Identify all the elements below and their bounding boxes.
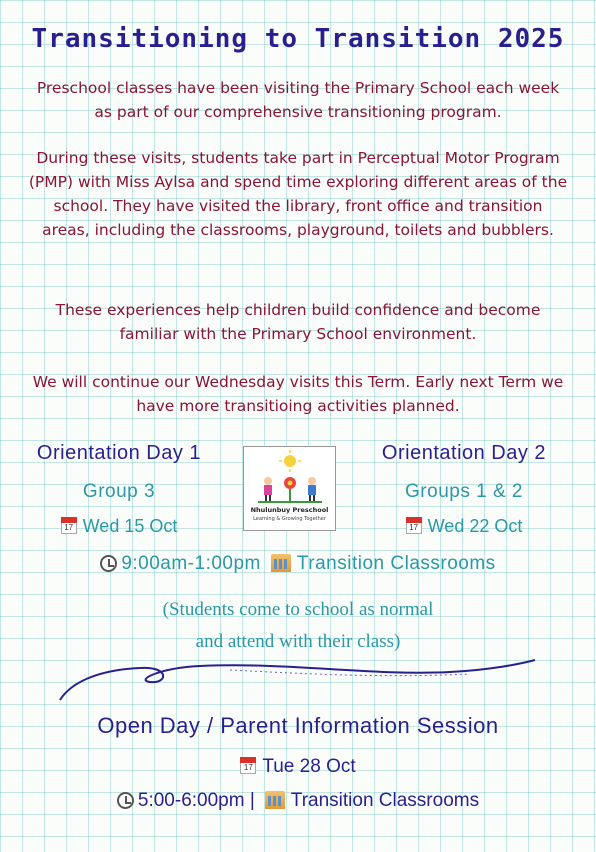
clock-icon — [117, 792, 134, 809]
calendar-icon — [406, 517, 422, 534]
page-title: Transitioning to Transition 2025 — [31, 24, 565, 54]
school-building-icon — [271, 554, 291, 572]
orientation-day-2-title: Orientation Day 2 — [381, 442, 547, 464]
preschool-logo — [243, 446, 336, 531]
open-day-date: Tue 28 Oct — [262, 756, 356, 777]
orientation-time: 9:00am-1:00pm — [121, 553, 261, 574]
orientation-day-2-group: Groups 1 & 2 — [405, 481, 523, 502]
orientation-day-1-date: Wed 15 Oct — [82, 516, 178, 536]
calendar-icon — [240, 757, 256, 774]
logo-name: Nhulunbuy Preschool — [250, 506, 329, 514]
logo-illustration — [244, 447, 335, 505]
clock-icon — [100, 555, 117, 572]
orientation-time-location — [0, 553, 596, 575]
note-line-2: and attend with their class) — [195, 631, 401, 652]
orientation-location: Transition Classrooms — [296, 553, 496, 574]
open-day-time-location — [0, 790, 596, 812]
paragraph-continue: We will continue our Wednesday visits this Term. Early next Term we have more transitioing activities planned. — [32, 373, 564, 415]
paragraph-intro: Preschool classes have been visiting the Primary School each week as part of our comprehensive transitioning program. — [36, 79, 560, 121]
school-building-icon — [265, 791, 285, 809]
open-day-time: 5:00-6:00pm | — [137, 790, 255, 811]
orientation-day-2-date: Wed 22 Oct — [427, 516, 523, 536]
orientation-day-1-date-row — [8, 516, 230, 537]
note-line-1: (Students come to school as normal — [162, 599, 434, 620]
calendar-icon — [61, 517, 77, 534]
orientation-day-2-date-row — [344, 516, 584, 537]
open-day-location: Transition Classrooms — [290, 790, 480, 811]
open-day-title: Open Day / Parent Information Session — [97, 713, 499, 738]
orientation-day-1-title: Orientation Day 1 — [36, 442, 202, 464]
paragraph-visits: During these visits, students take part in Perceptual Motor Program (PMP) with Miss Aylsa and spend time exploring different areas of the school. They have visited the library, front office and transition areas, including the classrooms, playground, toilets and bubblers. — [28, 149, 568, 239]
paragraph-experiences: These experiences help children build confidence and become familiar with the Primary School environment. — [55, 301, 541, 343]
decorative-swirl-divider — [50, 654, 540, 706]
orientation-note — [0, 594, 596, 658]
open-day-date-row — [0, 756, 596, 778]
logo-tagline: Learning & Growing Together — [253, 516, 326, 522]
orientation-day-1-group: Group 3 — [82, 481, 156, 502]
